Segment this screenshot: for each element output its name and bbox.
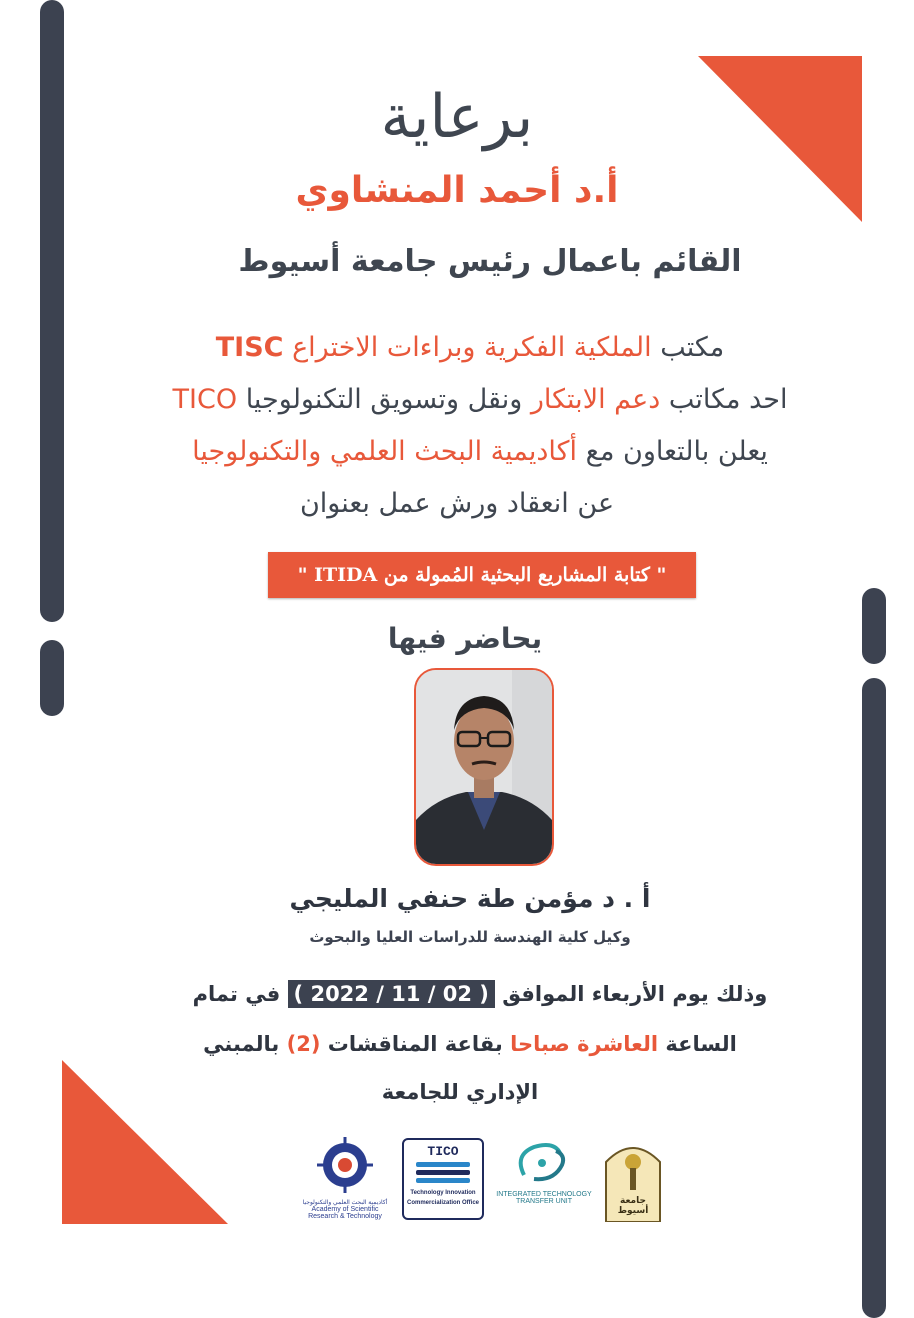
intro-line-2-c: ونقل وتسويق التكنولوجيا bbox=[245, 384, 523, 415]
intro-line-3 bbox=[90, 436, 870, 467]
tico-bars-icon bbox=[416, 1162, 470, 1184]
itt-logo bbox=[494, 1135, 594, 1205]
workshop-title: " كتابة المشاريع البحثية المُمولة من ITIDA " bbox=[297, 564, 667, 586]
patron-title: القائم باعمال رئيس جامعة أسيوط bbox=[238, 244, 742, 279]
lecturer-photo bbox=[414, 668, 554, 866]
academy-emblem-icon bbox=[300, 1135, 390, 1195]
itt-name-2: TRANSFER UNIT bbox=[516, 1198, 572, 1205]
schedule-building: بالمبني bbox=[203, 1032, 280, 1056]
university-logo bbox=[604, 1138, 662, 1222]
intro-line-1-b: الملكية الفكرية وبراءات الاختراع bbox=[292, 332, 652, 363]
intro-line-4: عن انعقاد ورش عمل بعنوان bbox=[299, 488, 615, 519]
intro-line-2 bbox=[90, 384, 870, 415]
lecturer-heading: يحاضر فيها bbox=[387, 622, 543, 655]
right-bar-top bbox=[862, 588, 886, 664]
lecturer-position: وكيل كلية الهندسة للدراسات العليا والبحوث bbox=[309, 928, 631, 946]
academy-name-ar: أكاديمية البحث العلمي والتكنولوجيا bbox=[302, 1200, 388, 1206]
lecturer-name: أ . د مؤمن طة حنفي المليجي bbox=[289, 884, 651, 913]
schedule-line-1 bbox=[130, 982, 830, 1006]
intro-line-2-b: دعم الابتكار bbox=[530, 384, 661, 415]
university-name-ar: جامعة أسيوط bbox=[617, 1196, 649, 1216]
intro-line-2-a: احد مكاتب bbox=[668, 384, 788, 415]
workshop-title-banner bbox=[268, 552, 696, 598]
schedule-line-1-end: في تمام bbox=[192, 982, 281, 1006]
patron-name: أ.د أحمد المنشاوي bbox=[295, 170, 619, 211]
schedule-date: ( 02 / 11 / 2022 ) bbox=[288, 980, 495, 1008]
sponsor-heading: برعاية bbox=[380, 82, 534, 152]
tico-label: TICO bbox=[172, 384, 238, 415]
tico-logo bbox=[402, 1138, 484, 1218]
schedule-hour-label: الساعة bbox=[665, 1032, 737, 1056]
top-right-triangle bbox=[698, 56, 864, 222]
intro-line-3-a: يعلن بالتعاون مع bbox=[585, 436, 768, 467]
bottom-left-triangle bbox=[62, 1060, 228, 1224]
tico-logo-title: TICO bbox=[427, 1144, 459, 1159]
intro-line-1-a: مكتب bbox=[660, 332, 725, 363]
schedule-line-2 bbox=[130, 1032, 810, 1056]
intro-line-3-b: أكاديمية البحث العلمي والتكنولوجيا bbox=[192, 436, 578, 467]
left-bar-top bbox=[40, 0, 64, 622]
schedule-line-3: الإداري للجامعة bbox=[381, 1080, 539, 1104]
academy-logo bbox=[300, 1135, 390, 1220]
academy-name-en-1: Academy of Scientific bbox=[311, 1206, 379, 1213]
left-bar-bottom bbox=[40, 640, 64, 716]
right-bar-bottom bbox=[862, 678, 886, 1318]
schedule-day: وذلك يوم الأربعاء الموافق bbox=[502, 982, 768, 1006]
intro-line-1 bbox=[90, 332, 850, 363]
tico-badge bbox=[402, 1138, 484, 1220]
schedule-hall: بقاعة المناقشات bbox=[327, 1032, 503, 1056]
schedule-hall-number: (2) bbox=[286, 1032, 321, 1056]
tico-sub-1: Technology Innovation bbox=[410, 1190, 476, 1196]
tico-sub-2: Commercialization Office bbox=[406, 1200, 480, 1206]
schedule-time: العاشرة صباحا bbox=[510, 1032, 659, 1056]
itt-swirl-icon bbox=[494, 1135, 594, 1187]
itt-name-1: INTEGRATED TECHNOLOGY bbox=[496, 1191, 592, 1198]
tisc-label: TISC bbox=[215, 332, 284, 363]
academy-name-en-2: Research & Technology bbox=[308, 1213, 382, 1220]
